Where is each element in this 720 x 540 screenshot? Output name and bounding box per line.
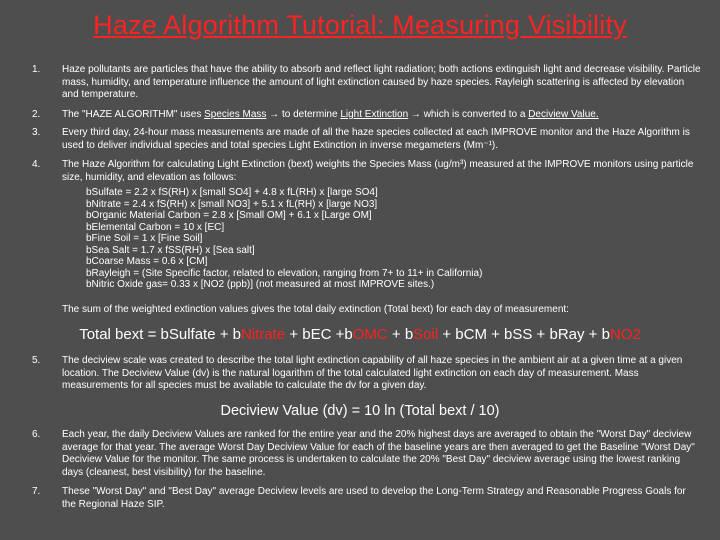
item-text: Each year, the daily Deciview Values are ranked for the entire year and the 20% highest days are averaged to obtain the "Worst Day" deciview average for that year. The average Worst Day Deciview Value for each of the baseline years are then averaged to get the Baseline "Worst Day" Deciview Value for the monitor. The same process is undertaken to calculate the 20% "Best Day" deciview average using the lowest ranking days (cleanest, best visibility) for the baseline. xyxy=(62,429,695,478)
equation-line: bNitrate = 2.4 x fS(RH) x [small NO3] + 5.1 x fL(RH) x [large NO3] xyxy=(86,198,378,210)
item-number: 5. xyxy=(32,355,41,366)
nitrate-term: Nitrate xyxy=(240,326,286,343)
item-number: 3. xyxy=(32,127,41,138)
soil-term: Soil xyxy=(413,326,439,343)
species-mass-link: Species Mass xyxy=(204,109,267,120)
item-text xyxy=(62,109,702,122)
item-number: 1. xyxy=(32,64,41,75)
total-bext-equation xyxy=(0,326,720,343)
equation-segment: + bCM + bSS + bRay + b xyxy=(438,326,610,343)
item-text: These "Worst Day" and "Best Day" average Deciview levels are used to develop the Long-Term Strategy and Reasonable Progress Goals for the Regional Haze SIP. xyxy=(62,486,686,510)
item-number: 2. xyxy=(32,109,41,120)
text-segment: The "HAZE ALGORITHM" uses xyxy=(62,109,205,120)
sum-text: The sum of the weighted extinction values gives the total daily extinction (Total bext) for each day of measurement: xyxy=(62,304,569,315)
item-text: Haze pollutants are particles that have the ability to absorb and reflect light radiation; both actions extinguish light and decrease visibility. Particle mass, humidity, and temperature influence the amount of light extinction caused by haze species. Rayleigh scattering is affected by elevation and temperature. xyxy=(62,64,701,101)
page-title: Haze Algorithm Tutorial: Measuring Visibility xyxy=(93,10,627,40)
equation-line: bCoarse Mass = 0.6 x [CM] xyxy=(86,256,208,267)
equation-line: bRayleigh = (Site Specific factor, related to elevation, ranging from 7+ to 11+ in California) xyxy=(86,267,483,279)
item-text: Every third day, 24-hour mass measurements are made of all the haze species collected at each IMPROVE monitor and the Haze Algorithm is used to deliver individual species and total species Light Extinction in inverse megameters (Mm⁻¹). xyxy=(62,127,690,151)
item-text: The Haze Algorithm for calculating Light Extinction (bext) weights the Species Mass (ug/m³) measured at the IMPROVE monitors using particle size, humidity, and elevation as follows: xyxy=(62,159,694,183)
equation-segment: + b xyxy=(387,326,414,343)
text-segment: → which is converted to a xyxy=(408,109,529,120)
item-number: 7. xyxy=(32,486,41,497)
omc-term: OMC xyxy=(352,326,388,343)
deciview-equation: Deciview Value (dv) = 10 ln (Total bext / 10) xyxy=(220,403,500,419)
no2-term: NO2 xyxy=(609,326,641,343)
equation-segment: + bEC +b xyxy=(285,326,353,343)
item-text: The deciview scale was created to describe the total light extinction capability of all haze species in the ambient air at a given time at a given location. The Deciview Value (dv) is the natural logarithm of the total calculated light extinction on each day of measurement. Mass measurements for all species must be available to calculate the dv for a given day. xyxy=(62,355,683,392)
equation-line: bSea Salt = 1.7 x fSS(RH) x [Sea salt] xyxy=(86,244,255,256)
item-number: 4. xyxy=(32,159,41,170)
equation-list xyxy=(86,187,706,291)
light-extinction-link: Light Extinction xyxy=(340,109,409,120)
equation-line: bElemental Carbon = 10 x [EC] xyxy=(86,221,225,233)
equation-line: bFine Soil = 1 x [Fine Soil] xyxy=(86,233,203,244)
equation-line: bSulfate = 2.2 x fS(RH) x [small SO4] + 4.8 x fL(RH) x [large SO4] xyxy=(86,187,378,198)
equation-segment: Total bext = bSulfate + b xyxy=(79,326,241,343)
deciview-value-link: Deciview Value. xyxy=(528,109,599,120)
text-segment: → to determine xyxy=(266,109,341,120)
item-number: 6. xyxy=(32,429,41,440)
equation-line: bOrganic Material Carbon = 2.8 x [Small OM] + 6.1 x [Large OM] xyxy=(86,210,372,221)
equation-line: bNitric Oxide gas= 0.33 x [NO2 (ppb)] (not measured at most IMPROVE sites.) xyxy=(86,279,435,290)
